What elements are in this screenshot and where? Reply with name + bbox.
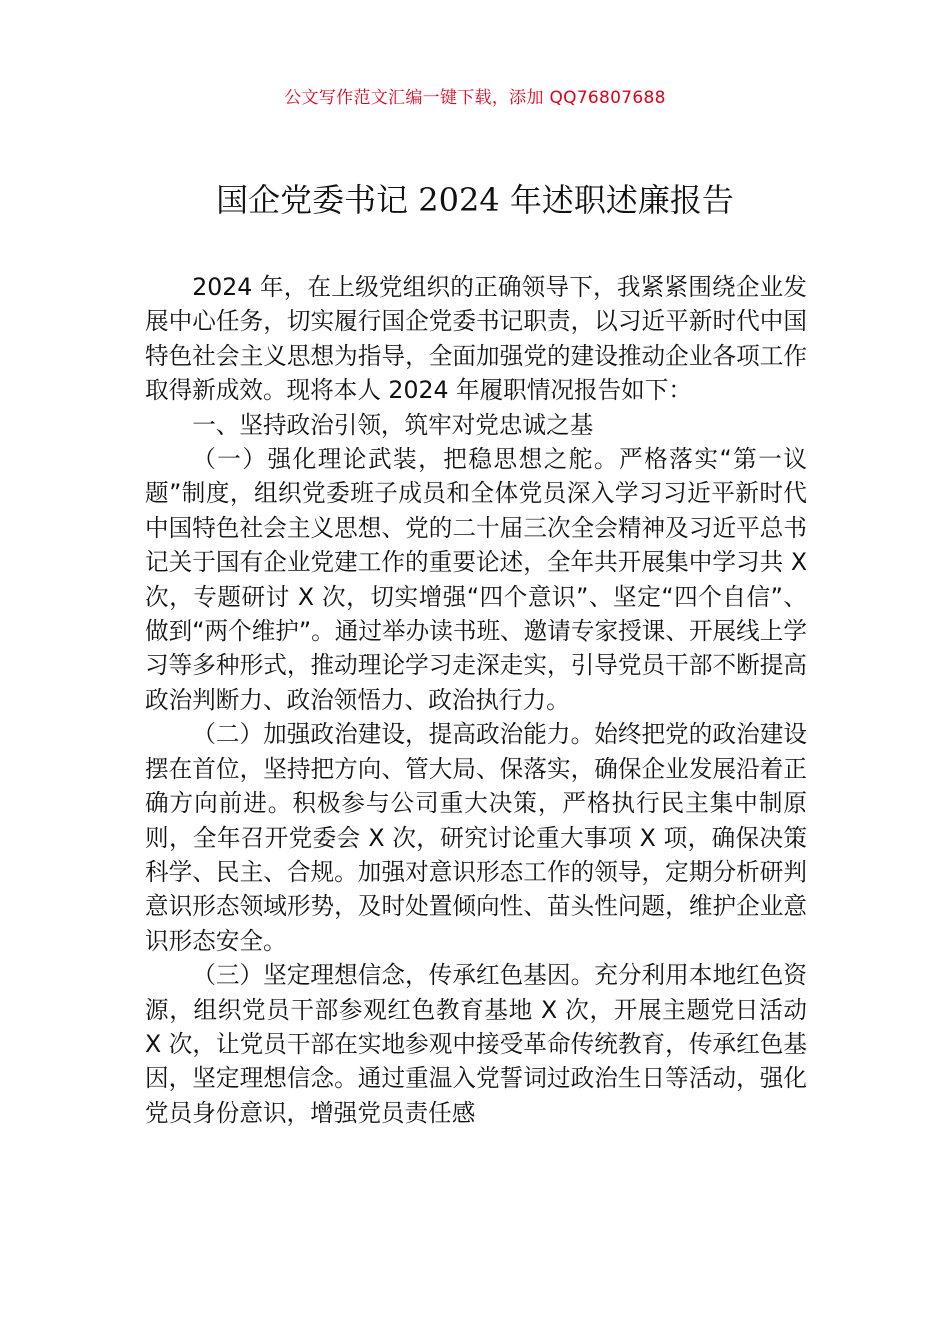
section-heading-1: 一、坚持政治引领，筑牢对党忠诚之基 [192,410,594,439]
download-banner-text: 公文写作范文汇编一键下载，添加 QQ76807688 [284,88,666,108]
paragraph-1-1: （一）强化理论武装，把稳思想之舵。严格落实“第一议题”制度，组织党委班子成员和全体党员深入学习习近平新时代中国特色社会主义思想、党的二十届三次全会精神及习近平总书记关于国有企业党建工作的重要论述，全年共开展集中学习共 X 次，专题研讨 X 次，切实增强“四个意识”、坚定“四个自信”、做到“两个维护”。通过举办读书班、邀请专家授课、开展线上学习等多种形式，推动理论学习走深走实，引导党员干部不断提高政治判断力、政治领悟力、政治执行力。 [145,445,807,714]
paragraph-1-3: （三）坚定理想信念，传承红色基因。充分利用本地红色资源，组织党员干部参观红色教育基地 X 次，开展主题党日活动 X 次，让党员干部在实地参观中接受革命传统教育，传承红色基因，坚定理想信念。通过重温入党誓词过政治生日等活动，强化党员身份意识，增强党员责任感 [145,961,807,1127]
document-title: 国企党委书记 2024 年述职述廉报告 [216,181,734,219]
paragraph-1-2: （二）加强政治建设，提高政治能力。始终把党的政治建设摆在首位，坚持把方向、管大局、保落实，确保企业发展沿着正确方向前进。积极参与公司重大决策，严格执行民主集中制原则，全年召开党委会 X 次，研究讨论重大事项 X 项，确保决策科学、民主、合规。加强对意识形态工作的领导，定期分析研判意识形态领域形势，及时处置倾向性、苗头性问题，维护企业意识形态安全。 [145,720,807,955]
intro-paragraph: 2024 年，在上级党组织的正确领导下，我紧紧围绕企业发展中心任务，切实履行国企党委书记职责，以习近平新时代中国特色社会主义思想为指导，全面加强党的建设推动企业各项工作取得新成效。现将本人 2024 年履职情况报告如下： [145,273,807,405]
document-body [145,270,807,1130]
